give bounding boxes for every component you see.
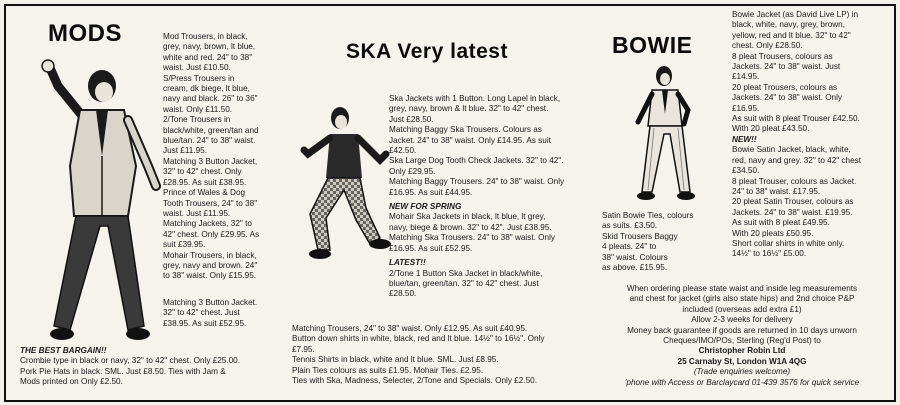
mods-heading: MODS [48,20,122,47]
ska-line: £28.50. [389,289,417,299]
bowie-line: £14.95. [732,72,760,82]
ska-line: Ska Jackets with 1 Button. Long Lapel in black, [389,94,561,103]
bowie-line: yellow, red and lt blue. 32" to 42" [732,30,851,40]
bargain-line: Crombie type in black or navy, 32" to 42" chest. Only £25.00. [20,356,241,366]
mods-line: white and red. 24" to 38" [163,52,253,62]
bowie-line: as above. £15.95. [602,263,668,273]
mods-line: Mohair Trousers, in black, [163,250,257,260]
best-bargain-title: THE BEST BARGAIN!! [20,346,107,355]
ska-line: Only £29.95. [389,166,436,176]
ska-line: £7.95. [292,344,315,354]
bowie-line: 38" waist. Colours [602,252,668,262]
ska-line: blue/tan, green/tan. 32" to 42" chest. Just [389,278,539,288]
mods-line: waist. Only £11.50. [163,104,233,114]
bowie-line: red, navy and grey. 32" to 42" chest [732,155,862,165]
ordering-line: Money back guarantee if goods are returned in 10 days unworn [627,325,857,335]
ska-text-block [389,94,599,300]
mods-line: blue/tan. 24" to 38" waist. [163,136,256,146]
ska-line: navy, biege & brown. 32" to 42". Just £38.95. [389,222,552,232]
bowie-line: 20 pleat Trousers, colours as [732,82,838,92]
bowie-heading: BOWIE [612,32,693,58]
mods-line: grey, navy and brown. 24" [163,260,258,270]
ska-line: Mohair Ska Jackets in black, lt blue, lt grey, [389,212,546,222]
ordering-line: Allow 2-3 weeks for delivery [691,315,793,325]
mods-line: waist. Just £10.50. [163,63,231,73]
latest-title: LATEST!! [389,258,426,268]
mods-line: navy and black. 26" to 36" [163,94,258,104]
bowie-ties-block [602,211,730,273]
mods-line: £28.95. As suit £38.95. [163,177,247,187]
bowie-line: With 20 pleats £50.95. [732,228,814,238]
mods-line: 32" to 42" chest. Just [163,308,240,318]
best-bargain-block [20,346,290,388]
mods-line: cream, dk biege, lt blue, [163,84,250,94]
bowie-line: Jackets. 24" to 38" waist. Only [732,93,843,103]
bowie-line: 4 pleats. 24" to [602,242,657,252]
mods-line: Tooth Trousers, 24" to 38" [163,198,258,208]
bargain-line: Mods printed on Only £2.50. [20,377,123,387]
ska-line: 2/Tone 1 Button Ska Jacket in black/white, [389,268,543,278]
bowie-text-block [732,10,898,260]
ska-line: grey, navy, brown & lt blue. 32" to 42" chest. [389,104,549,114]
bowie-line: Jackets. 24" to 38" waist. Just [732,62,841,72]
bowie-figure-illustration [624,64,710,204]
ska-line: Tennis Shirts in black, white and lt blue. SML. Just £8.95. [292,355,499,365]
ordering-line: When ordering please state waist and inside leg measurements [626,284,858,293]
bowie-line: As suit with 8 pleat £49.95. [732,218,830,228]
mods-line: 42" chest. Only £29.95. As [163,229,260,239]
ordering-line: and chest for jacket (girls also state hips) and 2nd choice P&P [629,294,855,304]
ska-line: Just £28.50. [389,114,434,124]
bowie-line: Jackets. 24" to 38" waist. £19.95. [732,207,853,217]
new-for-spring-title: NEW FOR SPRING [389,202,462,212]
ska-line: £42.50. [389,146,417,156]
ska-heading: SKA Very latest [346,40,508,63]
mods-line: S/Press Trousers in [163,73,235,83]
ska-line: Button down shirts in white, black, red and lt blue. 14½" to 16½". Only [292,334,545,344]
phone-line: 'phone with Access or Barclaycard 01-439 3576 for quick service [624,377,860,387]
ska-line: Matching Baggy Ska Trousers. Colours as [389,125,542,135]
ordering-line: included (overseas add extra £1) [682,304,802,314]
bowie-line: 20 pleat Satin Trouser, colours as [732,197,854,207]
company-name: Christopher Robin Ltd [698,346,786,356]
ordering-line: Cheques/IMO/POs, Sterling (Reg'd Post) to [663,336,821,346]
bowie-line: 8 pleat Trousers, colours as [732,51,833,61]
bowie-line: £34.50. [732,166,760,176]
mods-jacket-text [163,298,293,329]
bowie-line: black, white, navy, grey, brown, [732,20,846,30]
mods-text-column [163,32,293,282]
ska-line: Matching Trousers, 24" to 38" waist. Only £12.95. As suit £40.95. [292,324,528,333]
ska-line: Matching Baggy Trousers. 24" to 38" waist. Only [389,177,565,187]
bowie-line: £16.95. [732,103,760,113]
mods-line: Matching 3 Button Jacket, [163,156,258,166]
mods-line: £38.95. As suit £52.95. [163,318,247,328]
bowie-line: chest. Only £28.50. [732,41,803,51]
ska-line: Ties with Ska, Madness, Selecter, 2/Tone and Specials. Only £2.50. [292,376,537,386]
mods-line: Matching Jackets, 32" to [163,219,252,229]
ska-dancer-illustration [300,104,392,264]
mods-line: grey, navy, brown, lt blue, [163,42,256,52]
bowie-new-title: NEW!! [732,134,757,144]
mods-line: suit £39.95. [163,240,206,250]
ska-line: Matching Ska Trousers. 24" to 38" waist. Only [389,233,555,243]
bowie-line: as suits. £3.50. [602,221,658,231]
bowie-line: 24" to 38" waist. £17.95. [732,186,821,196]
bowie-line: Skid Trousers Baggy [602,231,678,241]
mod-dancer-illustration [24,56,164,346]
mods-line: Prince of Wales & Dog [163,188,246,198]
bowie-line: Satin Bowie Ties, colours [602,211,694,220]
mods-line: black/white, green/tan and [163,125,259,135]
company-address: 25 Carnaby St, London W1A 4QG [677,356,807,366]
bargain-line: Pork Pie Hats in black. SML. Just £8.50. Ties with Jam & [20,366,226,376]
bowie-line: Short collar shirts in white only. [732,238,845,248]
bowie-line: Bowie Satin Jacket, black, white, [732,145,851,155]
ska-line: £16.95. As suit £44.95. [389,187,473,197]
bowie-line: As suit with 8 pleat Trouser £42.50. [732,114,860,124]
ska-line: Plain Ties colours as suits £1.95. Mohair Ties. £2.95. [292,365,484,375]
mods-line: waist. Just £11.95. [163,208,231,218]
mods-line: 2/Tone Trousers in [163,115,231,125]
mods-line: 32" to 42" chest. Only [163,167,242,177]
mods-line: Just £11.95. [163,146,207,156]
mods-line: Matching 3 Button Jacket. [163,298,258,307]
bowie-line: 14½" to 16½" £5.00. [732,249,807,259]
ska-line: Jacket. 24" to 38" waist. Only £14.95. As suit [389,135,551,145]
ska-line: £16.95. As suit £52.95. [389,243,473,253]
trade-enquiries: (Trade enquiries welcome) [693,367,791,377]
ska-bottom-block [292,324,592,386]
bowie-line: Bowie Jacket (as David Live LP) in [732,10,859,19]
advertisement [4,4,896,402]
ordering-info-block [594,284,890,388]
bowie-line: 8 pleat Trouser, colours as Jacket. [732,176,857,186]
bowie-line: With 20 pleat £43.50. [732,124,810,134]
ska-line: Ska Large Dog Tooth Check Jackets. 32" to 42". [389,156,564,166]
mods-line: to 38" waist. Only £15.95. [163,271,257,281]
mods-line: Mod Trousers, in black, [163,32,248,41]
